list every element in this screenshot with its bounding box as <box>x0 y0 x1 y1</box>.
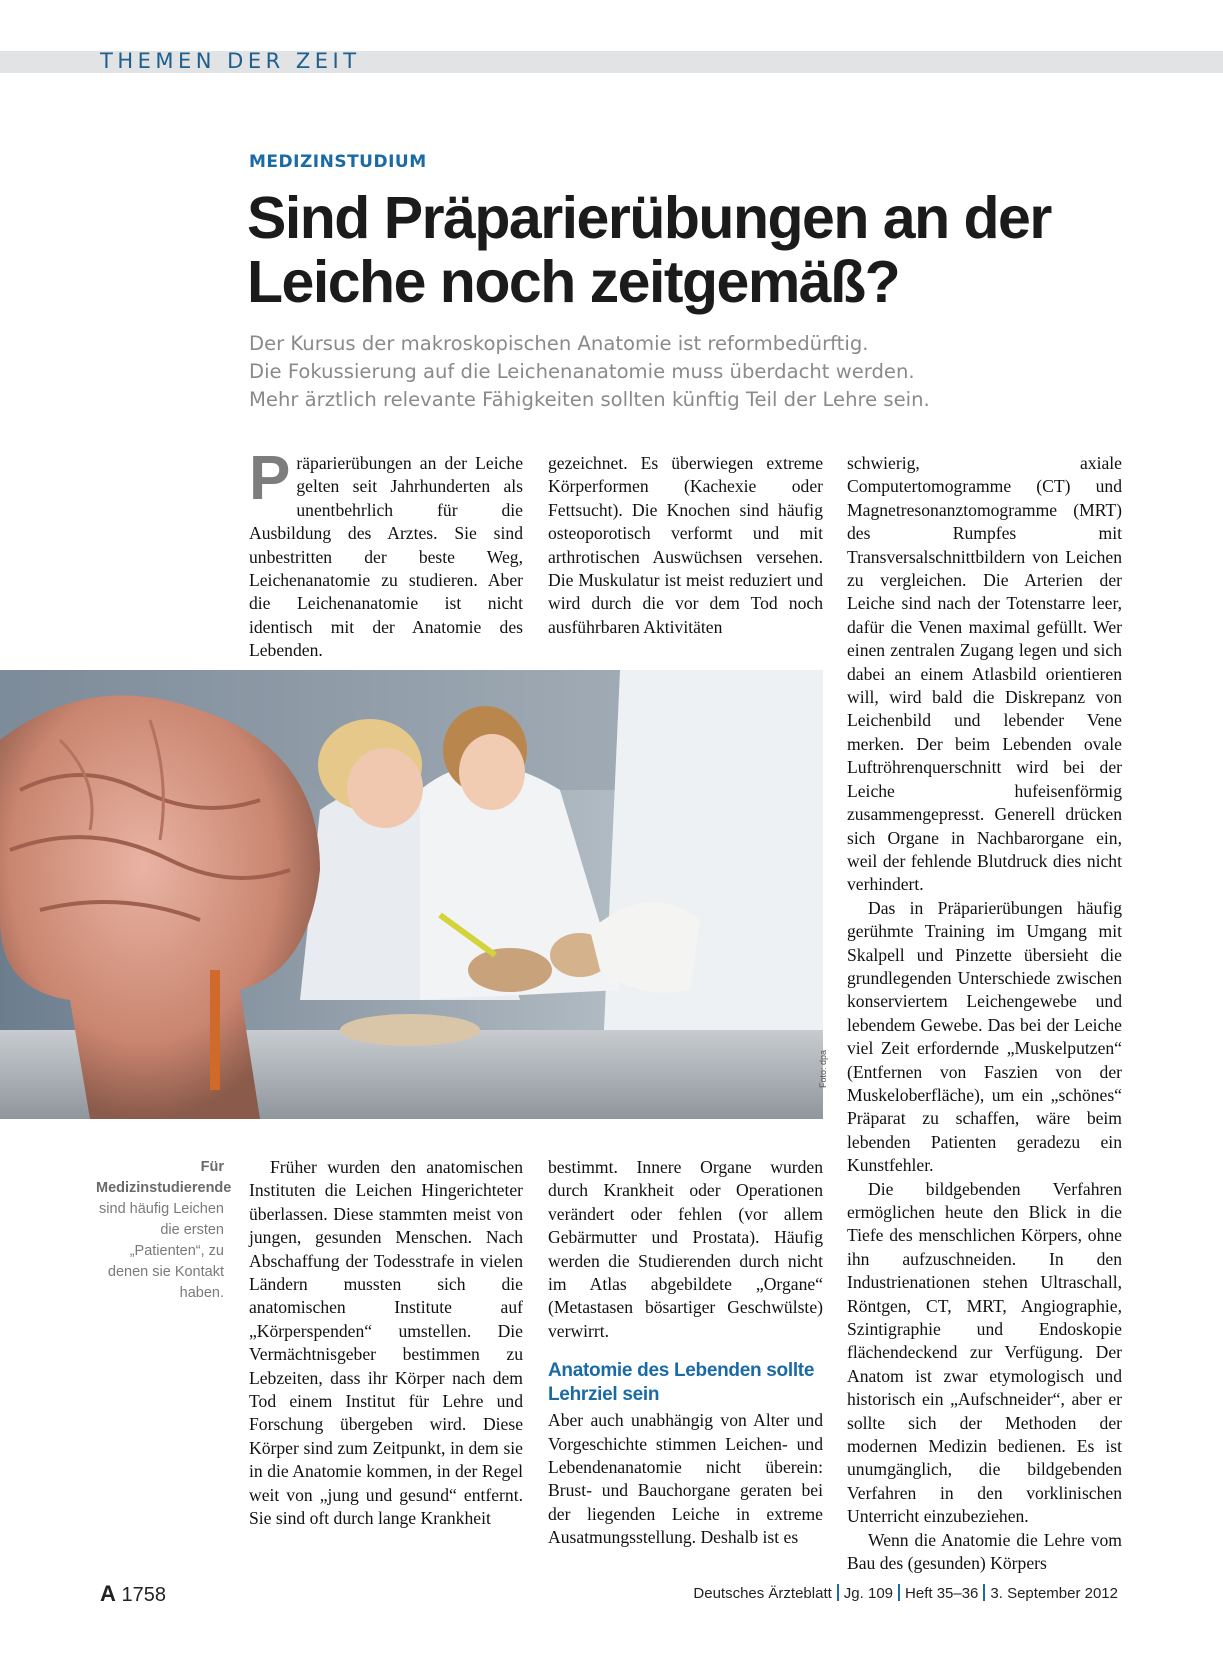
page-prefix: A <box>100 1581 116 1606</box>
article-photo <box>0 670 823 1119</box>
paragraph: bestimmt. Innere Organe wurden durch Krankheit oder Operationen verändert oder fehlen (vor allem Gebärmutter und Prostata). Häufig werden die Studierenden durch nicht im Atlas abgebildete „Organe“ (Metastasen bösartiger Geschwülste) verwirrt. <box>548 1157 823 1341</box>
caption-bold: Für Medizinstudierende <box>96 1159 232 1196</box>
column-1-bottom <box>249 1156 523 1531</box>
paragraph: schwierig, axiale Computertomogramme (CT) und Magnetresonanztomogramme (MRT) des Rumpfes mit Transversalschnittbildern von Leichen zu vergleichen. Die Arterien der Leiche sind nach der Totenstarre leer, dafür die Venen maximal gefüllt. Wer einen zentralen Zugang legen und sich dabei an einem Atlasbild orientieren will, wird bald die Diskrepanz von Leichenbild und lebender Vene merken. Der beim Lebenden ovale Luftröhrenquerschnitt wird bei der Leiche hufeisenförmig zusammengepresst. Generell drücken sich Organe in Nachbarorgane ein, weil der fehlende Blutdruck dies nicht verhindert. <box>847 453 1122 895</box>
drop-cap: P <box>249 444 291 513</box>
paragraph: Die bildgebenden Verfahren ermöglichen heute den Blick in die Tiefe des menschlichen Körpers, ohne ihn aufzuschneiden. In den Industrienationen stehen Ultraschall, Röntgen, CT, MRT, Angiographie, Szintigraphie und Endoskopie flächendeckend zur Verfügung. Der Anatom ist zwar etymologisch und historisch ein „Aufschneider“, aber er sollte sich der Methoden der modernen Medizin bedienen. Es ist unumgänglich, die bildgebenden Verfahren in den vorklinischen Unterricht einzubeziehen. <box>847 1178 1122 1527</box>
lead-line: Die Fokussierung auf die Leichenanatomie muss überdacht werden. <box>249 360 915 383</box>
journal-issue: Heft 35–36 <box>905 1585 979 1602</box>
lead-line: Mehr ärztlich relevante Fähigkeiten sollten künftig Teil der Lehre sein. <box>249 388 930 411</box>
photo-caption <box>96 1157 232 1304</box>
lead <box>249 330 1009 414</box>
subheading: Anatomie des Lebenden sollte Lehrziel sein <box>548 1360 815 1406</box>
separator <box>837 1584 839 1601</box>
lead-line: Der Kursus der makroskopischen Anatomie ist reformbedürftig. <box>249 332 869 355</box>
paragraph: räparierübungen an der Leiche gelten seit Jahrhunderten als unentbehrlich für die Ausbildung des Arztes. Sie sind unbestritten der beste Weg, Leichenanatomie zu studieren. Aber die Leichenanatomie ist nicht identisch mit der Anatomie des Lebenden. <box>249 453 523 661</box>
page-number <box>100 1581 166 1607</box>
journal-date: 3. September 2012 <box>990 1585 1118 1602</box>
journal-name: Deutsches Ärzteblatt <box>693 1585 832 1602</box>
paragraph: gezeichnet. Es überwiegen extreme Körperformen (Kachexie oder Fettsucht). Die Knochen sind häufig osteoporotisch verformt und mit arthrotischen Auswüchsen versehen. Die Muskulatur ist meist reduziert und wird durch die vor dem Tod noch ausführbaren Aktivitäten <box>548 453 823 637</box>
paragraph: Das in Präparierübungen häufig gerühmte Training im Umgang mit Skalpell und Pinzette übersieht die grundlegenden Unterschiede zwischen konserviertem Leichengewebe und lebendem Gewebe. Das bei der Leiche viel Zeit erfordernde „Muskelputzen“ (Entfernen von Faszien von der Muskeloberfläche), um ein „schönes“ Präparat zu schaffen, wäre beim lebenden Patienten geradezu ein Kunstfehler. <box>847 897 1122 1176</box>
paragraph: Wenn die Anatomie die Lehre vom Bau des (gesunden) Körpers <box>847 1529 1122 1574</box>
headline: Sind Präparierübungen an der Leiche noch zeitgemäß? <box>247 185 1051 315</box>
paragraph: Aber auch unabhängig von Alter und Vorgeschichte stimmen Leichen- und Lebendenanatomie nicht überein: Brust- und Bauchorgane geraten bei der liegenden Leiche in extreme Ausatmungsstellung. Deshalb ist es <box>548 1410 823 1548</box>
column-3 <box>847 452 1122 1576</box>
section-label: THEMEN DER ZEIT <box>100 49 361 73</box>
column-2-top <box>548 452 823 639</box>
separator <box>983 1584 985 1601</box>
column-1-top <box>249 444 523 663</box>
page-number-value: 1758 <box>121 1584 166 1606</box>
separator <box>898 1584 900 1601</box>
photo-credit: Foto: dpa <box>818 1049 828 1088</box>
kicker: MEDIZINSTUDIUM <box>249 152 427 172</box>
caption-text: sind häufig Leichen die ersten „Patienten“, zu denen sie Kontakt haben. <box>99 1201 224 1301</box>
column-2-bottom <box>548 1156 823 1550</box>
section-band <box>0 51 1223 73</box>
journal-footer <box>693 1584 1118 1602</box>
paragraph: Früher wurden den anatomischen Instituten die Leichen Hingerichteter überlassen. Diese stammten meist von jungen, gesunden Menschen. Nach Abschaffung der Todesstrafe in vielen Ländern mussten sich die anatomischen Institute auf „Körperspenden“ umstellen. Die Vermächtnisgeber bestimmen zu Lebzeiten, dass ihr Körper nach dem Tod einem Institut für Lehre und Forschung übergeben wird. Diese Körper sind zum Zeitpunkt, in dem sie in die Anatomie kommen, in der Regel weit von „jung und gesund“ entfernt. Sie sind oft durch lange Krankheit <box>249 1157 523 1529</box>
journal-volume: Jg. 109 <box>843 1585 894 1602</box>
